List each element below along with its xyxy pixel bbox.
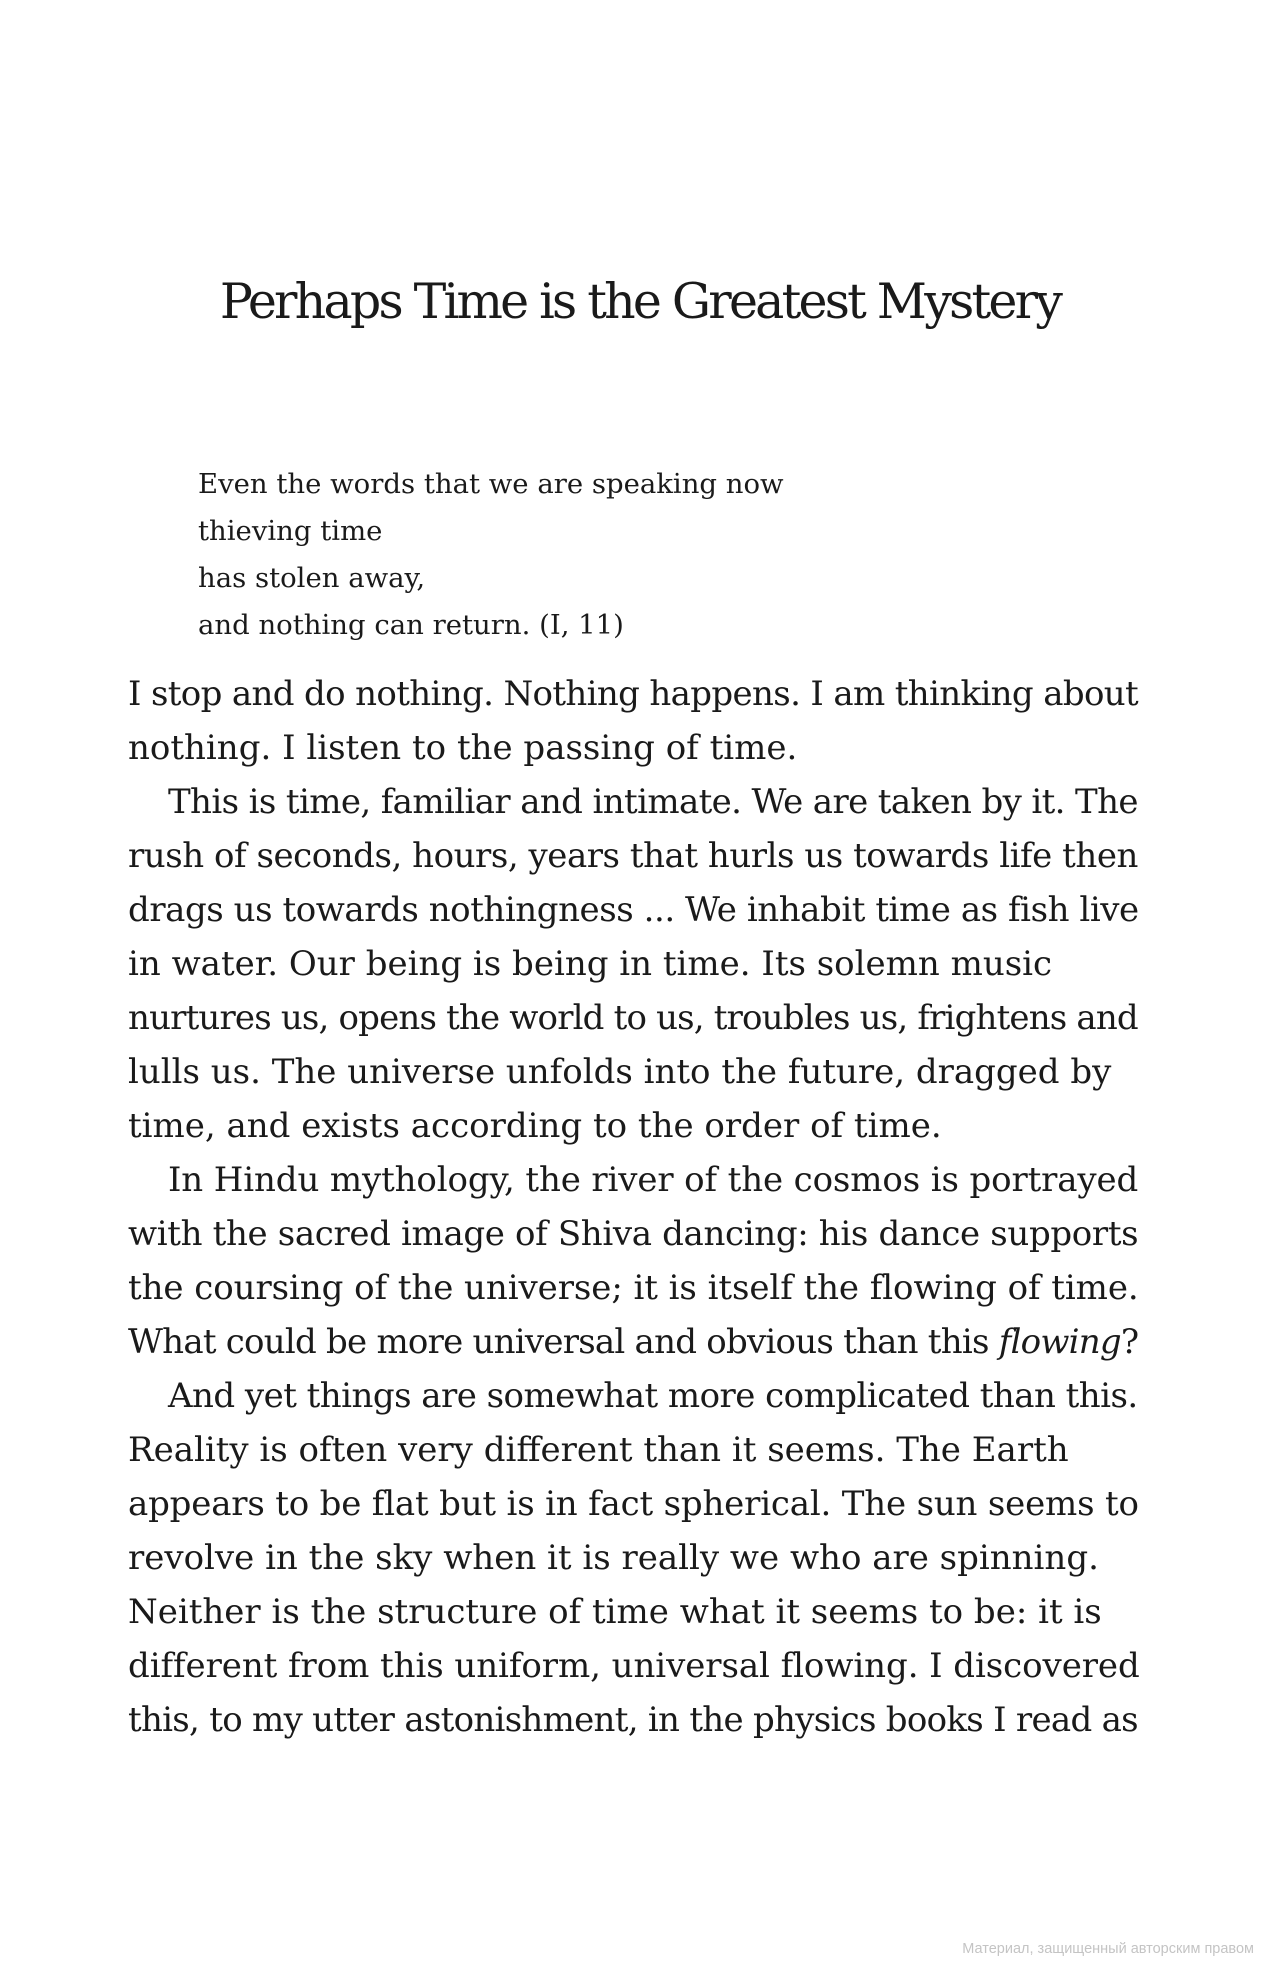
body-line: nothing. I listen to the passing of time.	[128, 728, 798, 768]
body-line: the coursing of the universe; it is itself the flowing of time.	[128, 1268, 1139, 1308]
body-line: lulls us. The universe unfolds into the future, dragged by	[128, 1052, 1112, 1092]
body-text	[128, 667, 1138, 1747]
body-line-text: What could be more universal and obvious than this	[128, 1322, 999, 1362]
body-line-with-emphasis	[128, 1315, 1138, 1369]
epigraph-line: and nothing can return. (I, 11)	[198, 609, 624, 641]
body-line: rush of seconds, hours, years that hurls us towards life then	[128, 836, 1138, 876]
chapter-title: Perhaps Time is the Greatest Mystery	[219, 273, 1061, 330]
body-line: Neither is the structure of time what it seems to be: it is	[128, 1592, 1102, 1632]
body-line: in water. Our being is being in time. Its solemn music	[128, 944, 1053, 984]
epigraph-line: has stolen away,	[198, 562, 426, 594]
emphasis-trailing: ?	[1120, 1322, 1139, 1362]
body-line: Reality is often very different than it seems. The Earth	[128, 1430, 1069, 1470]
body-line: time, and exists according to the order of time.	[128, 1106, 942, 1146]
body-line: revolve in the sky when it is really we who are spinning.	[128, 1538, 1099, 1578]
epigraph	[198, 461, 898, 649]
body-line: appears to be flat but is in fact spherical. The sun seems to	[128, 1484, 1139, 1524]
copyright-watermark: Материал, защищенный авторским правом	[962, 1941, 1254, 1957]
body-line: In Hindu mythology, the river of the cosmos is portrayed	[168, 1160, 1139, 1200]
body-line: different from this uniform, universal flowing. I discovered	[128, 1646, 1140, 1686]
body-line: drags us towards nothingness ... We inhabit time as fish live	[128, 890, 1139, 930]
body-line: I stop and do nothing. Nothing happens. I am thinking about	[128, 674, 1139, 714]
body-line: And yet things are somewhat more complicated than this.	[168, 1376, 1138, 1416]
body-line: nurtures us, opens the world to us, troubles us, frightens and	[128, 998, 1138, 1038]
body-line: this, to my utter astonishment, in the physics books I read as	[128, 1700, 1138, 1740]
epigraph-line: thieving time	[198, 515, 383, 547]
emphasis-word: flowing	[998, 1322, 1121, 1362]
body-line: with the sacred image of Shiva dancing: his dance supports	[128, 1214, 1139, 1254]
epigraph-line: Even the words that we are speaking now	[198, 468, 784, 500]
body-line: This is time, familiar and intimate. We are taken by it. The	[168, 782, 1138, 822]
